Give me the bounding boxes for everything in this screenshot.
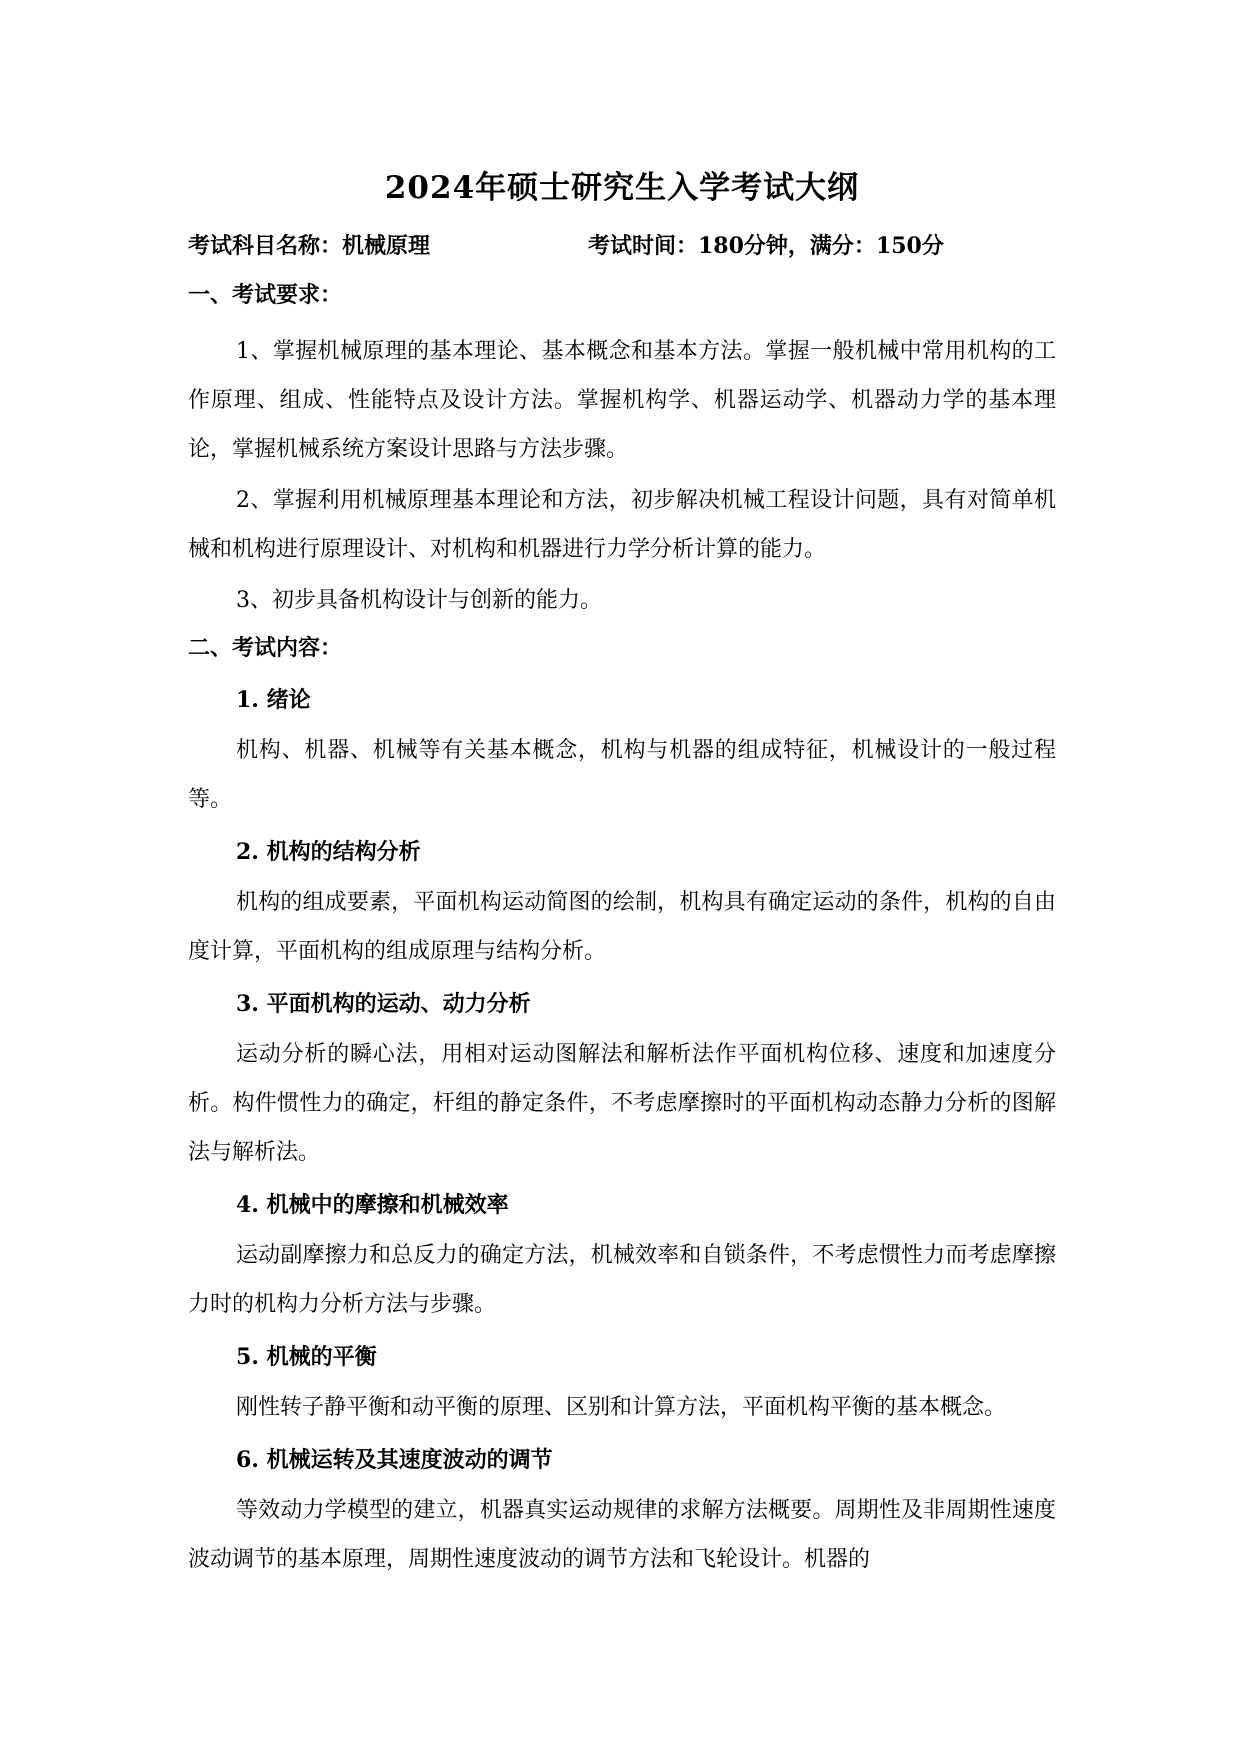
requirement-item: 2、掌握利用机械原理基本理论和方法，初步解决机械工程设计问题，具有对简单机械和机构进行原理设计、对机构和机器进行力学分析计算的能力。: [188, 488, 1056, 562]
subject-name: 考试科目名称：机械原理: [188, 233, 431, 259]
chapter-text: 运动分析的瞬心法，用相对运动图解法和解析法作平面机构位移、速度和加速度分析。构件惯性力的确定，杆组的静定条件，不考虑摩擦时的平面机构动态静力分析的图解法与解析法。: [188, 1042, 1056, 1165]
content-heading: 二、考试内容：: [188, 635, 343, 661]
chapter-text: 机构、机器、机械等有关基本概念，机构与机器的组成特征，机械设计的一般过程等。: [188, 738, 1056, 812]
chapter-title: 1. 绪论: [236, 687, 311, 713]
exam-meta: [188, 229, 1056, 260]
chapter-text: 刚性转子静平衡和动平衡的原理、区别和计算方法，平面机构平衡的基本概念。: [236, 1395, 1007, 1420]
chapter-title: 2. 机构的结构分析: [236, 839, 421, 865]
chapter-title: 6. 机械运转及其速度波动的调节: [236, 1447, 553, 1473]
chapter-text: 机构的组成要素，平面机构运动简图的绘制，机构具有确定运动的条件，机构的自由度计算，平面机构的组成原理与结构分析。: [188, 890, 1056, 964]
requirement-item: 1、掌握机械原理的基本理论、基本概念和基本方法。掌握一般机械中常用机构的工作原理、组成、性能特点及设计方法。掌握机构学、机器运动学、机器动力学的基本理论，掌握机械系统方案设计思路与方法步骤。: [188, 339, 1056, 462]
requirements-heading: 一、考试要求：: [188, 282, 343, 308]
chapter-text: 运动副摩擦力和总反力的确定方法，机械效率和自锁条件，不考虑惯性力而考虑摩擦力时的机构力分析方法与步骤。: [188, 1243, 1056, 1317]
exam-time-score: 考试时间：180分钟，满分：150分: [588, 233, 944, 259]
page-title: 2024年硕士研究生入学考试大纲: [384, 170, 860, 206]
requirement-item: 3、初步具备机构设计与创新的能力。: [236, 588, 602, 613]
chapter-title: 5. 机械的平衡: [236, 1344, 377, 1370]
chapter-title: 4. 机械中的摩擦和机械效率: [236, 1192, 509, 1218]
chapter-title: 3. 平面机构的运动、动力分析: [236, 991, 531, 1017]
chapter-text: 等效动力学模型的建立，机器真实运动规律的求解方法概要。周期性及非周期性速度波动调节的基本原理，周期性速度波动的调节方法和飞轮设计。机器的: [188, 1498, 1056, 1572]
